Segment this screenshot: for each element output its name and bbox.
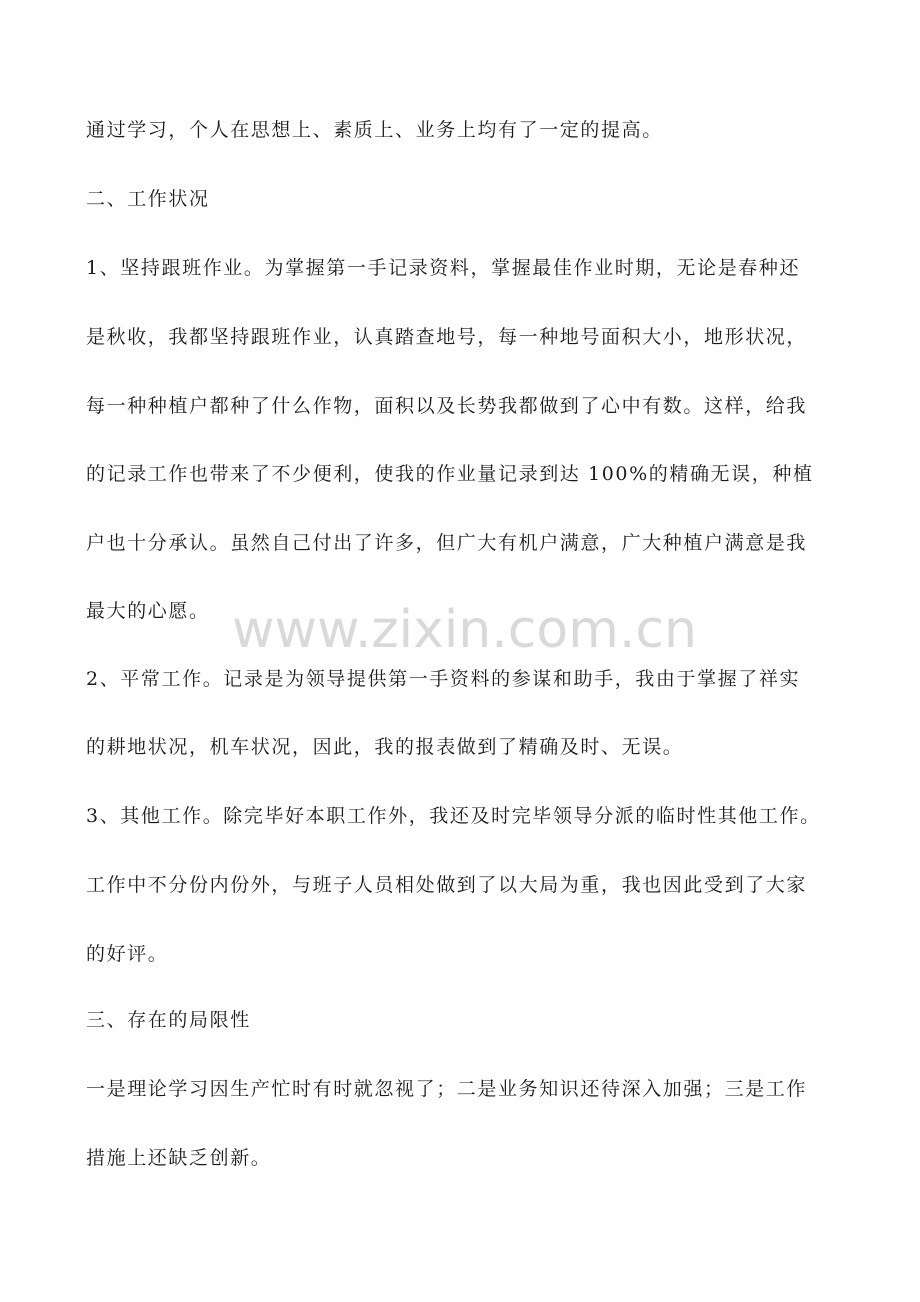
section-heading: 三、存在的局限性 xyxy=(86,1009,251,1031)
text-line: 的耕地状况，机车状况，因此，我的报表做到了精确及时、无误。 xyxy=(86,736,684,758)
text-line: 是秋收，我都坚持跟班作业，认真踏查地号，每一种地号面积大小，地形状况， xyxy=(86,326,808,348)
text-line: 的好评。 xyxy=(86,943,169,965)
text-line: 工作中不分份内份外，与班子人员相处做到了以大局为重，我也因此受到了大家 xyxy=(86,874,808,896)
text-line: 1、坚持跟班作业。为掌握第一手记录资料，掌握最佳作业时期，无论是春种还 xyxy=(86,257,801,279)
text-line: 的记录工作也带来了不少便利，使我的作业量记录到达 100%的精确无误，种植 xyxy=(86,463,814,485)
text-line: 一是理论学习因生产忙时有时就忽视了；二是业务知识还待深入加强；三是工作 xyxy=(86,1078,808,1100)
text-line: 每一种种植户都种了什么作物，面积以及长势我都做到了心中有数。这样，给我 xyxy=(86,395,808,417)
text-line: 通过学习，个人在思想上、素质上、业务上均有了一定的提高。 xyxy=(86,119,663,141)
section-heading: 二、工作状况 xyxy=(86,188,210,210)
watermark: www.zixin.com.cn xyxy=(232,600,697,660)
text-line: 最大的心愿。 xyxy=(86,600,210,622)
text-line: 户也十分承认。虽然自己付出了许多，但广大有机户满意，广大种植户满意是我 xyxy=(86,532,808,554)
text-line: 措施上还缺乏创新。 xyxy=(86,1147,272,1169)
text-line: 3、其他工作。除完毕好本职工作外，我还及时完毕领导分派的临时性其他工作。 xyxy=(86,805,821,827)
text-line: 2、平常工作。记录是为领导提供第一手资料的参谋和助手，我由于掌握了祥实 xyxy=(86,668,801,690)
